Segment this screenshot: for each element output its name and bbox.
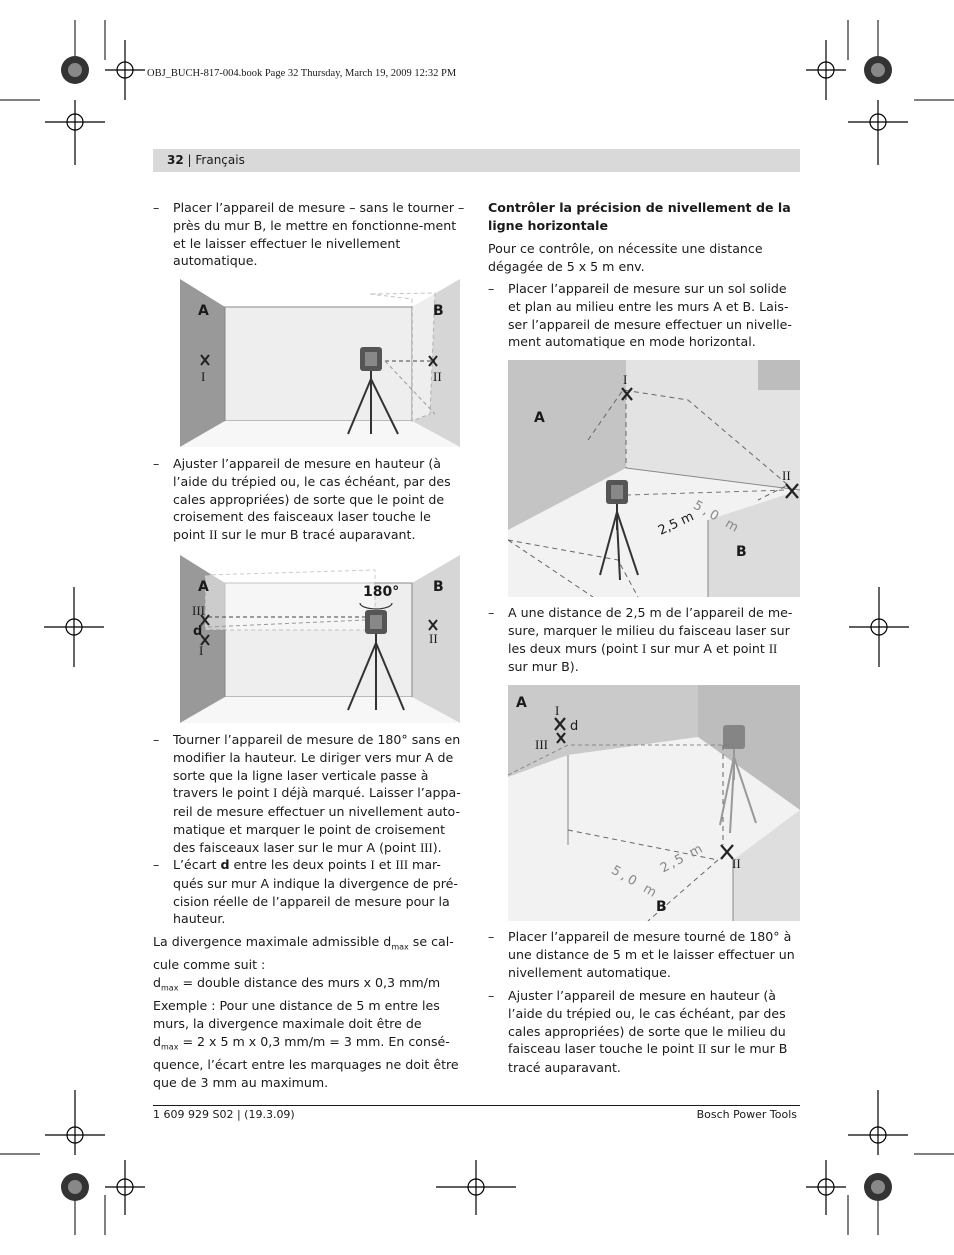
figure-4 bbox=[508, 685, 800, 925]
distance-5m-label: 5,0 m bbox=[608, 863, 662, 903]
deviation-d-label: d bbox=[193, 624, 203, 639]
paragraph: Exemple : Pour une distance de 5 m entre les murs, la divergence maximale doit être de bbox=[153, 998, 440, 1032]
point-ii-label: II bbox=[732, 856, 741, 871]
list-item bbox=[153, 731, 465, 858]
list-item-text: Placer l’appareil de mesure – sans le tourner – près du mur B, le mettre en fonctionne-ment et le laisser effectuer le nivellement automatique. bbox=[173, 200, 465, 269]
list-item-text bbox=[173, 731, 465, 858]
list-dash: – bbox=[153, 200, 160, 215]
list-item bbox=[488, 604, 800, 676]
list-item bbox=[488, 280, 800, 351]
point-iii-label: III bbox=[535, 737, 548, 752]
list-dash: – bbox=[488, 988, 495, 1003]
text-run: d bbox=[153, 1034, 161, 1050]
list-item bbox=[153, 455, 465, 545]
list-dash: – bbox=[153, 456, 160, 471]
list-item-text bbox=[508, 987, 800, 1077]
footer-document-number: 1 609 929 S02 | (19.3.09) bbox=[153, 1108, 295, 1121]
list-item-text: Placer l’appareil de mesure sur un sol solide et plan au milieu entre les murs A et B. Lais-ser l’appareil de mesure effectuer un nivelle-ment automatique en mode horizontal. bbox=[508, 281, 792, 350]
point-ref: I bbox=[370, 858, 375, 872]
page-header-text bbox=[167, 153, 245, 167]
list-item-text bbox=[508, 604, 800, 676]
footer-rule bbox=[153, 1105, 800, 1106]
point-ref: II bbox=[697, 1042, 707, 1057]
point-ref: I bbox=[273, 786, 278, 801]
text-run: A une distance de 2,5 m de l’appareil de me-sure, marquer le milieu du faisceau laser sur les deux murs (point bbox=[508, 605, 793, 656]
distance-2-5m-label: 2,5 m bbox=[656, 509, 697, 539]
list-item bbox=[153, 199, 465, 270]
text-run: L’écart bbox=[173, 857, 221, 872]
distance-5m-label: 5,0 m bbox=[690, 498, 744, 538]
wall-b-label: B bbox=[433, 579, 444, 595]
figure-3 bbox=[508, 360, 800, 601]
list-dash: – bbox=[153, 732, 160, 747]
text-run: mar-qués sur mur A indique la divergence de pré-cision réelle de l’appareil de mesure pour la hauteur. bbox=[173, 857, 458, 927]
list-item bbox=[488, 928, 800, 981]
point-i-label: I bbox=[623, 372, 628, 387]
point-ref: II bbox=[209, 528, 218, 543]
rotation-label: 180° bbox=[363, 584, 400, 600]
point-ref: III bbox=[420, 840, 433, 855]
text-run: Ajuster l’appareil de mesure en hauteur (à l’aide du trépied ou, le cas échéant, par des cales appropriées) de sorte que le point de croisement des faisceaux laser touche le point bbox=[173, 456, 451, 543]
formula-paragraph bbox=[153, 933, 465, 1092]
point-ii-label: II bbox=[782, 468, 791, 483]
wall-b-label: B bbox=[656, 899, 667, 915]
text-run: Tourner l’appareil de mesure de 180° sans en modifier la hauteur. Le diriger vers mur A de sorte que la ligne laser verticale passe à travers le point bbox=[173, 732, 461, 801]
figure-1-drawing bbox=[180, 279, 460, 449]
point-i-label: I bbox=[201, 369, 206, 384]
list-item bbox=[153, 856, 465, 928]
text-run: et bbox=[374, 857, 396, 872]
distance-2-5m-label: 2,5 m bbox=[658, 840, 707, 877]
wall-a-label: A bbox=[198, 303, 209, 319]
header-separator: | bbox=[183, 153, 196, 167]
text-run: = 2 x 5 m x 0,3 mm/m = 3 mm. En consé-quence, l’écart entre les marquages ne doit être que de 3 mm au maximum. bbox=[153, 1034, 459, 1091]
text-run: d bbox=[153, 975, 161, 991]
subscript: max bbox=[161, 983, 179, 993]
figure-1 bbox=[180, 279, 460, 453]
section-heading: Contrôler la précision de nivellement de la ligne horizontale bbox=[488, 200, 791, 233]
text-run: Ajuster l’appareil de mesure en hauteur (à l’aide du trépied ou, le cas échéant, par des cales appropriées) de sorte que le milieu du faisceau laser touche le point bbox=[508, 988, 786, 1057]
text-run: sur mur B). bbox=[508, 659, 579, 675]
text-run: = double distance des murs x 0,3 mm/m bbox=[178, 975, 441, 991]
text-run: entre les deux points bbox=[229, 857, 371, 872]
point-ref: I bbox=[642, 641, 647, 656]
footer-brand: Bosch Power Tools bbox=[696, 1108, 797, 1121]
list-dash: – bbox=[153, 857, 160, 872]
point-ii-label: II bbox=[429, 631, 438, 646]
wall-a-label: A bbox=[534, 410, 545, 426]
list-dash: – bbox=[488, 605, 495, 620]
paragraph bbox=[153, 1033, 465, 1092]
text-run: déjà marqué. Laisser l’appa-reil de mesure effectuer un nivellement auto-matique et marquer le point de croisement des faisceaux laser sur le mur A (point bbox=[173, 785, 461, 855]
point-i-label: I bbox=[555, 703, 560, 718]
list-dash: – bbox=[488, 281, 495, 296]
point-ii-label: II bbox=[433, 369, 442, 384]
intro-paragraph: Pour ce contrôle, on nécessite une distance dégagée de 5 x 5 m env. bbox=[488, 241, 763, 274]
wall-b-label: B bbox=[736, 544, 747, 560]
list-item-text bbox=[173, 856, 465, 928]
list-item bbox=[488, 987, 800, 1077]
text-run: sur mur A et point bbox=[646, 640, 769, 656]
list-item-text: Placer l’appareil de mesure tourné de 180° à une distance de 5 m et le laisser effectuer un nivellement automatique. bbox=[508, 929, 795, 980]
subscript: max bbox=[391, 942, 409, 952]
text-run: ). bbox=[432, 839, 442, 855]
figure-2 bbox=[180, 555, 460, 729]
list-dash: – bbox=[488, 929, 495, 944]
figure-3-drawing bbox=[508, 360, 800, 597]
text-run: sur le mur B tracé auparavant. bbox=[217, 527, 416, 543]
point-ref: II bbox=[768, 641, 778, 656]
page-number: 32 bbox=[167, 153, 184, 167]
wall-b-label: B bbox=[433, 303, 444, 319]
text-run: se cal-cule comme suit : bbox=[153, 934, 454, 973]
paragraph bbox=[153, 974, 465, 997]
subscript: max bbox=[161, 1042, 179, 1052]
point-ref: III bbox=[395, 858, 409, 872]
header-language: Français bbox=[195, 153, 245, 167]
wall-a-label: A bbox=[516, 695, 527, 711]
text-run: sur le mur B tracé auparavant. bbox=[508, 1041, 788, 1076]
list-item-text bbox=[173, 455, 465, 545]
deviation-d: d bbox=[220, 857, 230, 872]
page-header bbox=[153, 149, 800, 172]
point-i-label: I bbox=[199, 643, 204, 658]
figure-2-drawing bbox=[180, 555, 460, 725]
wall-a-label: A bbox=[198, 579, 209, 595]
print-slug: OBJ_BUCH-817-004.book Page 32 Thursday, March 19, 2009 12:32 PM bbox=[147, 68, 457, 79]
text-run: La divergence maximale admissible d bbox=[153, 934, 392, 949]
point-iii-label: III bbox=[192, 603, 205, 618]
deviation-d-label: d bbox=[570, 719, 579, 734]
paragraph bbox=[153, 933, 465, 974]
